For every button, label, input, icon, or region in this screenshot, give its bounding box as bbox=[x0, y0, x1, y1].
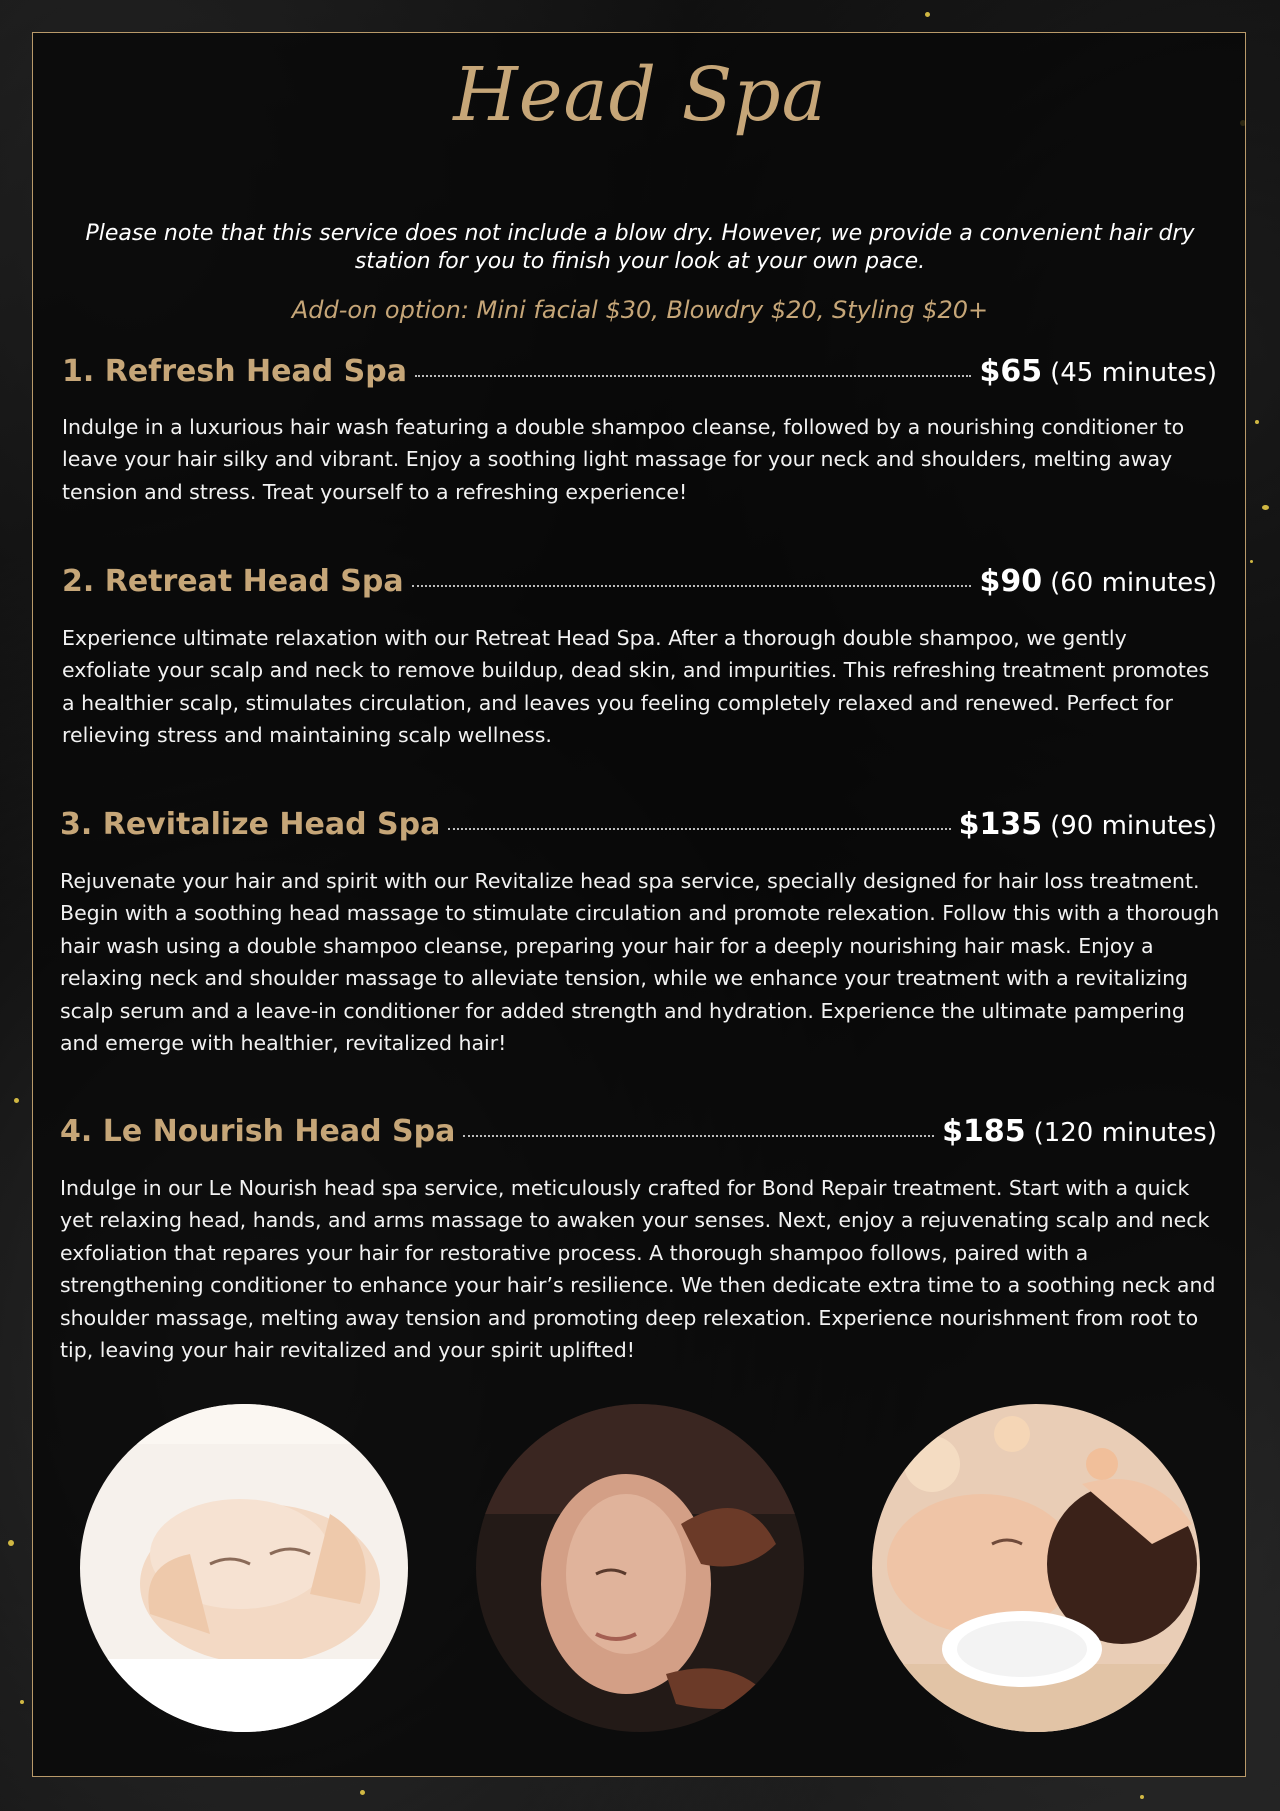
gold-fleck bbox=[14, 1098, 19, 1103]
photo-woman-towel-relax bbox=[872, 1404, 1200, 1732]
service-description: Rejuvenate your hair and spirit with our Revitalize head spa service, specially designed for hair loss treatment. Begin with a soothing head massage to stimulate circulation and promote relexation. Follow this with a thorough hair wash using a double shampoo cleanse, preparing your hair for a deeply nourishing hair mask. Enjoy a relaxing neck and shoulder massage to alleviate tension, while we enhance your treatment with a revitalizing scalp serum and a leave-in conditioner for added strength and hydration. Experience the ultimate pampering and emerge with healthier, revitalized hair! bbox=[60, 869, 1220, 1056]
service-header-le-nourish bbox=[60, 1114, 1217, 1154]
gold-fleck bbox=[1255, 420, 1259, 424]
blow-dry-note: Please note that this service does not include a blow dry. However, we provide a convenient hair dry station for you to finish your look at your own pace. bbox=[85, 221, 1195, 274]
service-name: 2. Retreat Head Spa bbox=[62, 564, 404, 599]
gold-fleck bbox=[925, 12, 930, 17]
service-header-refresh bbox=[62, 354, 1217, 394]
service-price: $65 bbox=[979, 354, 1043, 389]
service-price: $185 bbox=[942, 1114, 1026, 1149]
gold-fleck bbox=[1140, 1795, 1144, 1799]
gold-fleck bbox=[8, 1540, 14, 1546]
gold-fleck bbox=[20, 1700, 24, 1704]
service-description: Indulge in a luxurious hair wash featuring a double shampoo cleanse, followed by a nourishing conditioner to leave your hair silky and vibrant. Enjoy a soothing light massage for your neck and shoulders, melting away tension and stress. Treat yourself to a refreshing experience! bbox=[62, 415, 1185, 504]
gold-fleck bbox=[1262, 505, 1269, 510]
service-duration: (60 minutes) bbox=[1050, 568, 1217, 598]
service-description: Indulge in our Le Nourish head spa service, meticulously crafted for Bond Repair treatment. Start with a quick yet relaxing head, hands, and arms massage to awaken your senses. Next, enjoy a rejuvenating scalp and neck exfoliation that repares your hair for restorative process. A thorough shampoo follows, paired with a strengthening conditioner to enhance your hair’s resilience. We then dedicate extra time to a soothing neck and shoulder massage, melting away tension and promoting deep relexation. Experience nourishment from root to tip, leaving your hair revitalized and your spirit uplifted! bbox=[60, 1176, 1216, 1363]
service-price: $90 bbox=[979, 564, 1043, 599]
service-duration: (120 minutes) bbox=[1033, 1118, 1217, 1148]
service-name: 1. Refresh Head Spa bbox=[62, 354, 407, 389]
service-price: $135 bbox=[958, 807, 1043, 842]
gold-fleck bbox=[1250, 560, 1253, 563]
photo-face-massage-light bbox=[80, 1404, 408, 1732]
dotted-leader bbox=[412, 584, 972, 587]
service-header-retreat bbox=[62, 564, 1217, 604]
gold-fleck bbox=[360, 1790, 365, 1795]
service-description: Experience ultimate relaxation with our Retreat Head Spa. After a thorough double shampoo, we gently exfoliate your scalp and neck to remove buildup, dead skin, and impurities. This refreshing treatment promotes a healthier scalp, stimulates circulation, and leaves you feeling completely relaxed and renewed. Perfect for relieving stress and maintaining scalp wellness. bbox=[62, 626, 1210, 748]
dotted-leader bbox=[448, 827, 950, 830]
dotted-leader bbox=[463, 1134, 934, 1137]
photo-face-massage-dark bbox=[476, 1404, 804, 1732]
addon-options: Add-on option: Mini facial $30, Blowdry $20, Styling $20+ bbox=[291, 296, 989, 324]
service-duration: (45 minutes) bbox=[1050, 358, 1217, 388]
service-duration: (90 minutes) bbox=[1050, 811, 1217, 841]
service-name: 3. Revitalize Head Spa bbox=[60, 807, 441, 842]
page-title: Head Spa bbox=[453, 52, 827, 138]
service-header-revitalize bbox=[60, 807, 1217, 847]
service-name: 4. Le Nourish Head Spa bbox=[60, 1114, 456, 1149]
dotted-leader bbox=[415, 374, 972, 377]
